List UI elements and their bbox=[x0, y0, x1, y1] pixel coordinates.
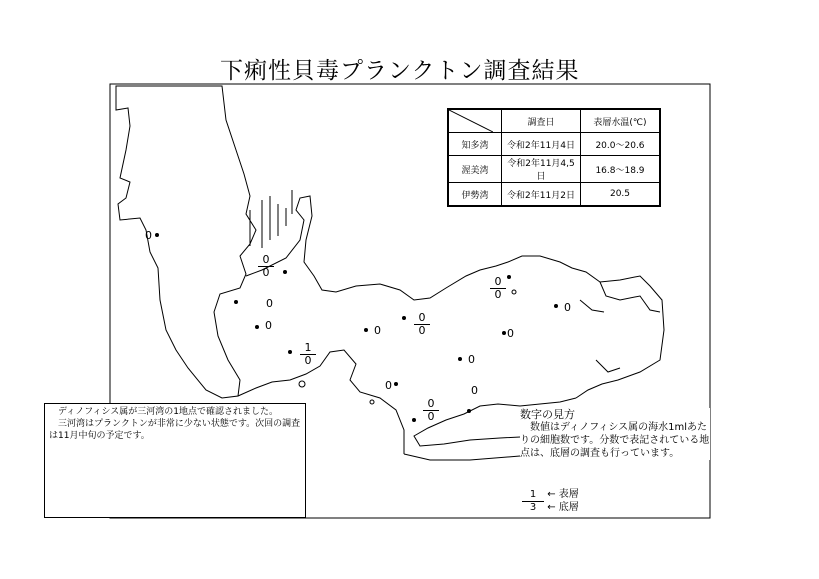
surface-value: 0 bbox=[423, 398, 439, 411]
station-fraction bbox=[423, 398, 439, 423]
bottom-value: 0 bbox=[427, 410, 435, 423]
surface-value: 0 bbox=[258, 254, 274, 267]
survey-info-table bbox=[447, 108, 661, 207]
arrow-left-icon: ← bbox=[547, 489, 556, 500]
surface-value: 0 bbox=[414, 312, 430, 325]
station-dot bbox=[283, 270, 287, 274]
station-dot bbox=[402, 316, 406, 320]
station-fraction bbox=[414, 312, 430, 337]
page-title: 下痢性貝毒プランクトン調査結果 bbox=[220, 58, 580, 84]
legend-surface-row bbox=[522, 489, 579, 502]
table-row bbox=[448, 183, 660, 207]
station-value: 0 bbox=[265, 319, 272, 332]
station-dot bbox=[155, 233, 159, 237]
bay-name: 伊勢湾 bbox=[448, 183, 502, 207]
island-3 bbox=[512, 290, 516, 294]
station-dot bbox=[467, 409, 471, 413]
station-dot bbox=[554, 304, 558, 308]
col-header-temp: 表層水温(℃) bbox=[581, 109, 661, 133]
survey-date: 令和2年11月2日 bbox=[502, 183, 581, 207]
station-dot bbox=[364, 328, 368, 332]
survey-date: 令和2年11月4日 bbox=[502, 133, 581, 156]
station-value: 0 bbox=[266, 297, 273, 310]
legend bbox=[520, 408, 710, 460]
table-row bbox=[448, 156, 660, 183]
legend-bottom-value: 3 bbox=[529, 502, 537, 513]
legend-text: 数値はディノフィシス属の海水1mlあたりの細胞数です。分数で表記されている地点は、底層の調査も行っています。 bbox=[520, 422, 710, 459]
surface-value: 0 bbox=[490, 276, 506, 289]
station-value: 0 bbox=[471, 384, 478, 397]
station-dot bbox=[255, 325, 259, 329]
survey-date: 令和2年11月4,5日 bbox=[502, 156, 581, 183]
col-header-date: 調査日 bbox=[502, 109, 581, 133]
station-value: 0 bbox=[507, 327, 514, 340]
legend-surface-label: 表層 bbox=[558, 489, 579, 500]
table-header-row bbox=[448, 109, 660, 133]
station-value: 0 bbox=[145, 229, 152, 242]
station-value: 0 bbox=[374, 324, 381, 337]
legend-heading: 数字の見方 bbox=[520, 408, 575, 421]
island-1 bbox=[299, 381, 305, 387]
bottom-value: 0 bbox=[304, 354, 312, 367]
arrow-left-icon: ← bbox=[547, 502, 556, 513]
table-corner-cell bbox=[448, 109, 502, 133]
station-fraction bbox=[258, 254, 274, 279]
summary-note bbox=[44, 403, 306, 518]
station-fraction bbox=[300, 342, 316, 367]
station-value: 0 bbox=[564, 301, 571, 314]
corner-diagonal bbox=[449, 110, 493, 132]
table-row bbox=[448, 133, 660, 156]
bay-name: 知多湾 bbox=[448, 133, 502, 156]
station-dot bbox=[507, 275, 511, 279]
water-temp: 20.5 bbox=[581, 183, 661, 207]
bottom-value: 0 bbox=[418, 324, 426, 337]
station-dot bbox=[288, 350, 292, 354]
legend-bottom-row bbox=[522, 502, 579, 514]
station-dot bbox=[458, 357, 462, 361]
legend-key bbox=[522, 489, 579, 514]
station-dot bbox=[234, 300, 238, 304]
bottom-value: 0 bbox=[262, 266, 270, 279]
water-temp: 20.0～20.6 bbox=[581, 133, 661, 156]
bottom-value: 0 bbox=[494, 288, 502, 301]
station-dot bbox=[412, 418, 416, 422]
note-line-1: ディノフィシス属が三河湾の1地点で確認されました。 bbox=[58, 407, 279, 417]
note-line-2: 三河湾はプランクトンが非常に少ない状態です。次回の調査は11月中旬の予定です。 bbox=[49, 419, 301, 441]
surface-value: 1 bbox=[300, 342, 316, 355]
island-2 bbox=[370, 400, 374, 404]
bay-name: 渥美湾 bbox=[448, 156, 502, 183]
legend-surface-value: 1 bbox=[522, 489, 544, 502]
station-value: 0 bbox=[385, 379, 392, 392]
water-temp: 16.8～18.9 bbox=[581, 156, 661, 183]
legend-bottom-label: 底層 bbox=[558, 502, 579, 513]
station-dot bbox=[502, 331, 506, 335]
station-dot bbox=[394, 382, 398, 386]
station-value: 0 bbox=[468, 353, 475, 366]
station-fraction bbox=[490, 276, 506, 301]
